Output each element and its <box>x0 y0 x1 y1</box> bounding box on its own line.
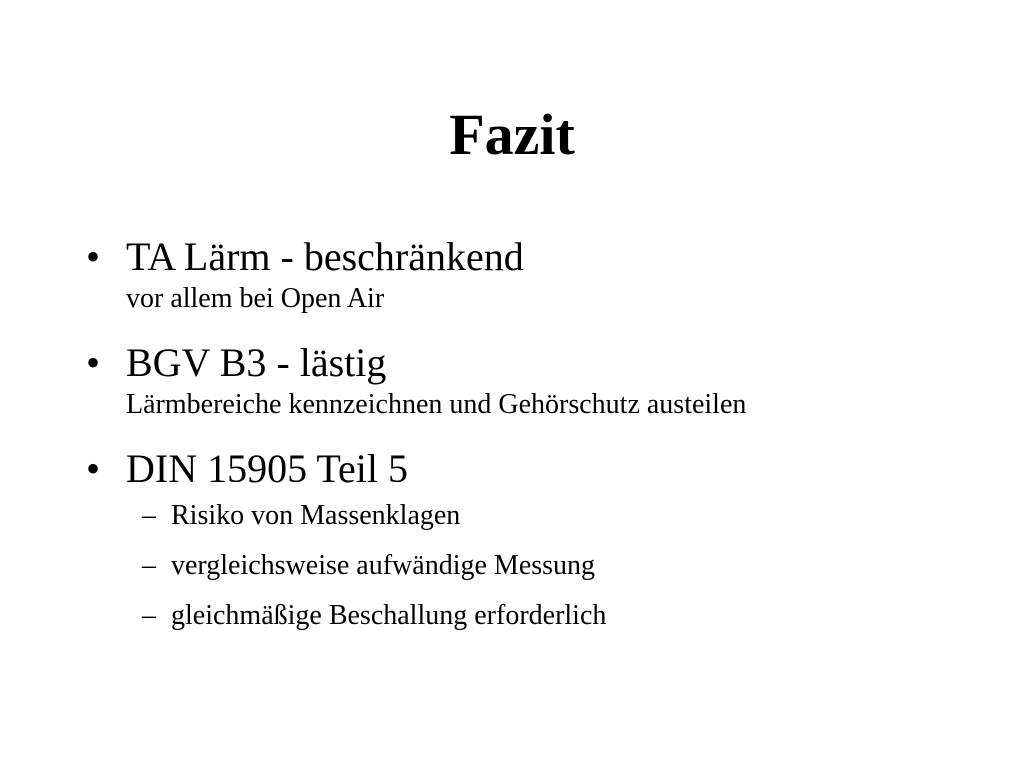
bullet-text: TA Lärm - beschränkend <box>126 234 524 279</box>
sub-bullet-item <box>142 599 986 633</box>
dash-marker: – <box>142 600 156 631</box>
bullet-list <box>86 232 986 649</box>
sub-bullet-list <box>126 499 986 633</box>
sub-bullet-item <box>142 549 986 583</box>
bullet-marker: • <box>86 340 101 385</box>
dash-marker: – <box>142 500 156 531</box>
bullet-note: Lärmbereiche kennzeichnen und Gehörschutz austeilen <box>126 389 747 420</box>
bullet-marker: • <box>86 446 101 491</box>
bullet-text: DIN 15905 Teil 5 <box>126 446 408 491</box>
bullet-note: vor allem bei Open Air <box>126 283 385 314</box>
slide-title: Fazit <box>449 102 575 167</box>
sub-bullet-text: gleichmäßige Beschallung erforderlich <box>171 600 607 631</box>
bullet-item-ta-laerm <box>86 232 986 316</box>
sub-bullet-text: vergleichsweise aufwändige Messung <box>171 550 596 581</box>
bullet-marker: • <box>86 234 101 279</box>
sub-bullet-text: Risiko von Massenklagen <box>171 500 461 531</box>
bullet-item-bgv-b3 <box>86 338 986 422</box>
bullet-item-din-15905 <box>86 444 986 633</box>
dash-marker: – <box>142 550 156 581</box>
bullet-text: BGV B3 - lästig <box>126 340 387 385</box>
sub-bullet-item <box>142 499 986 533</box>
